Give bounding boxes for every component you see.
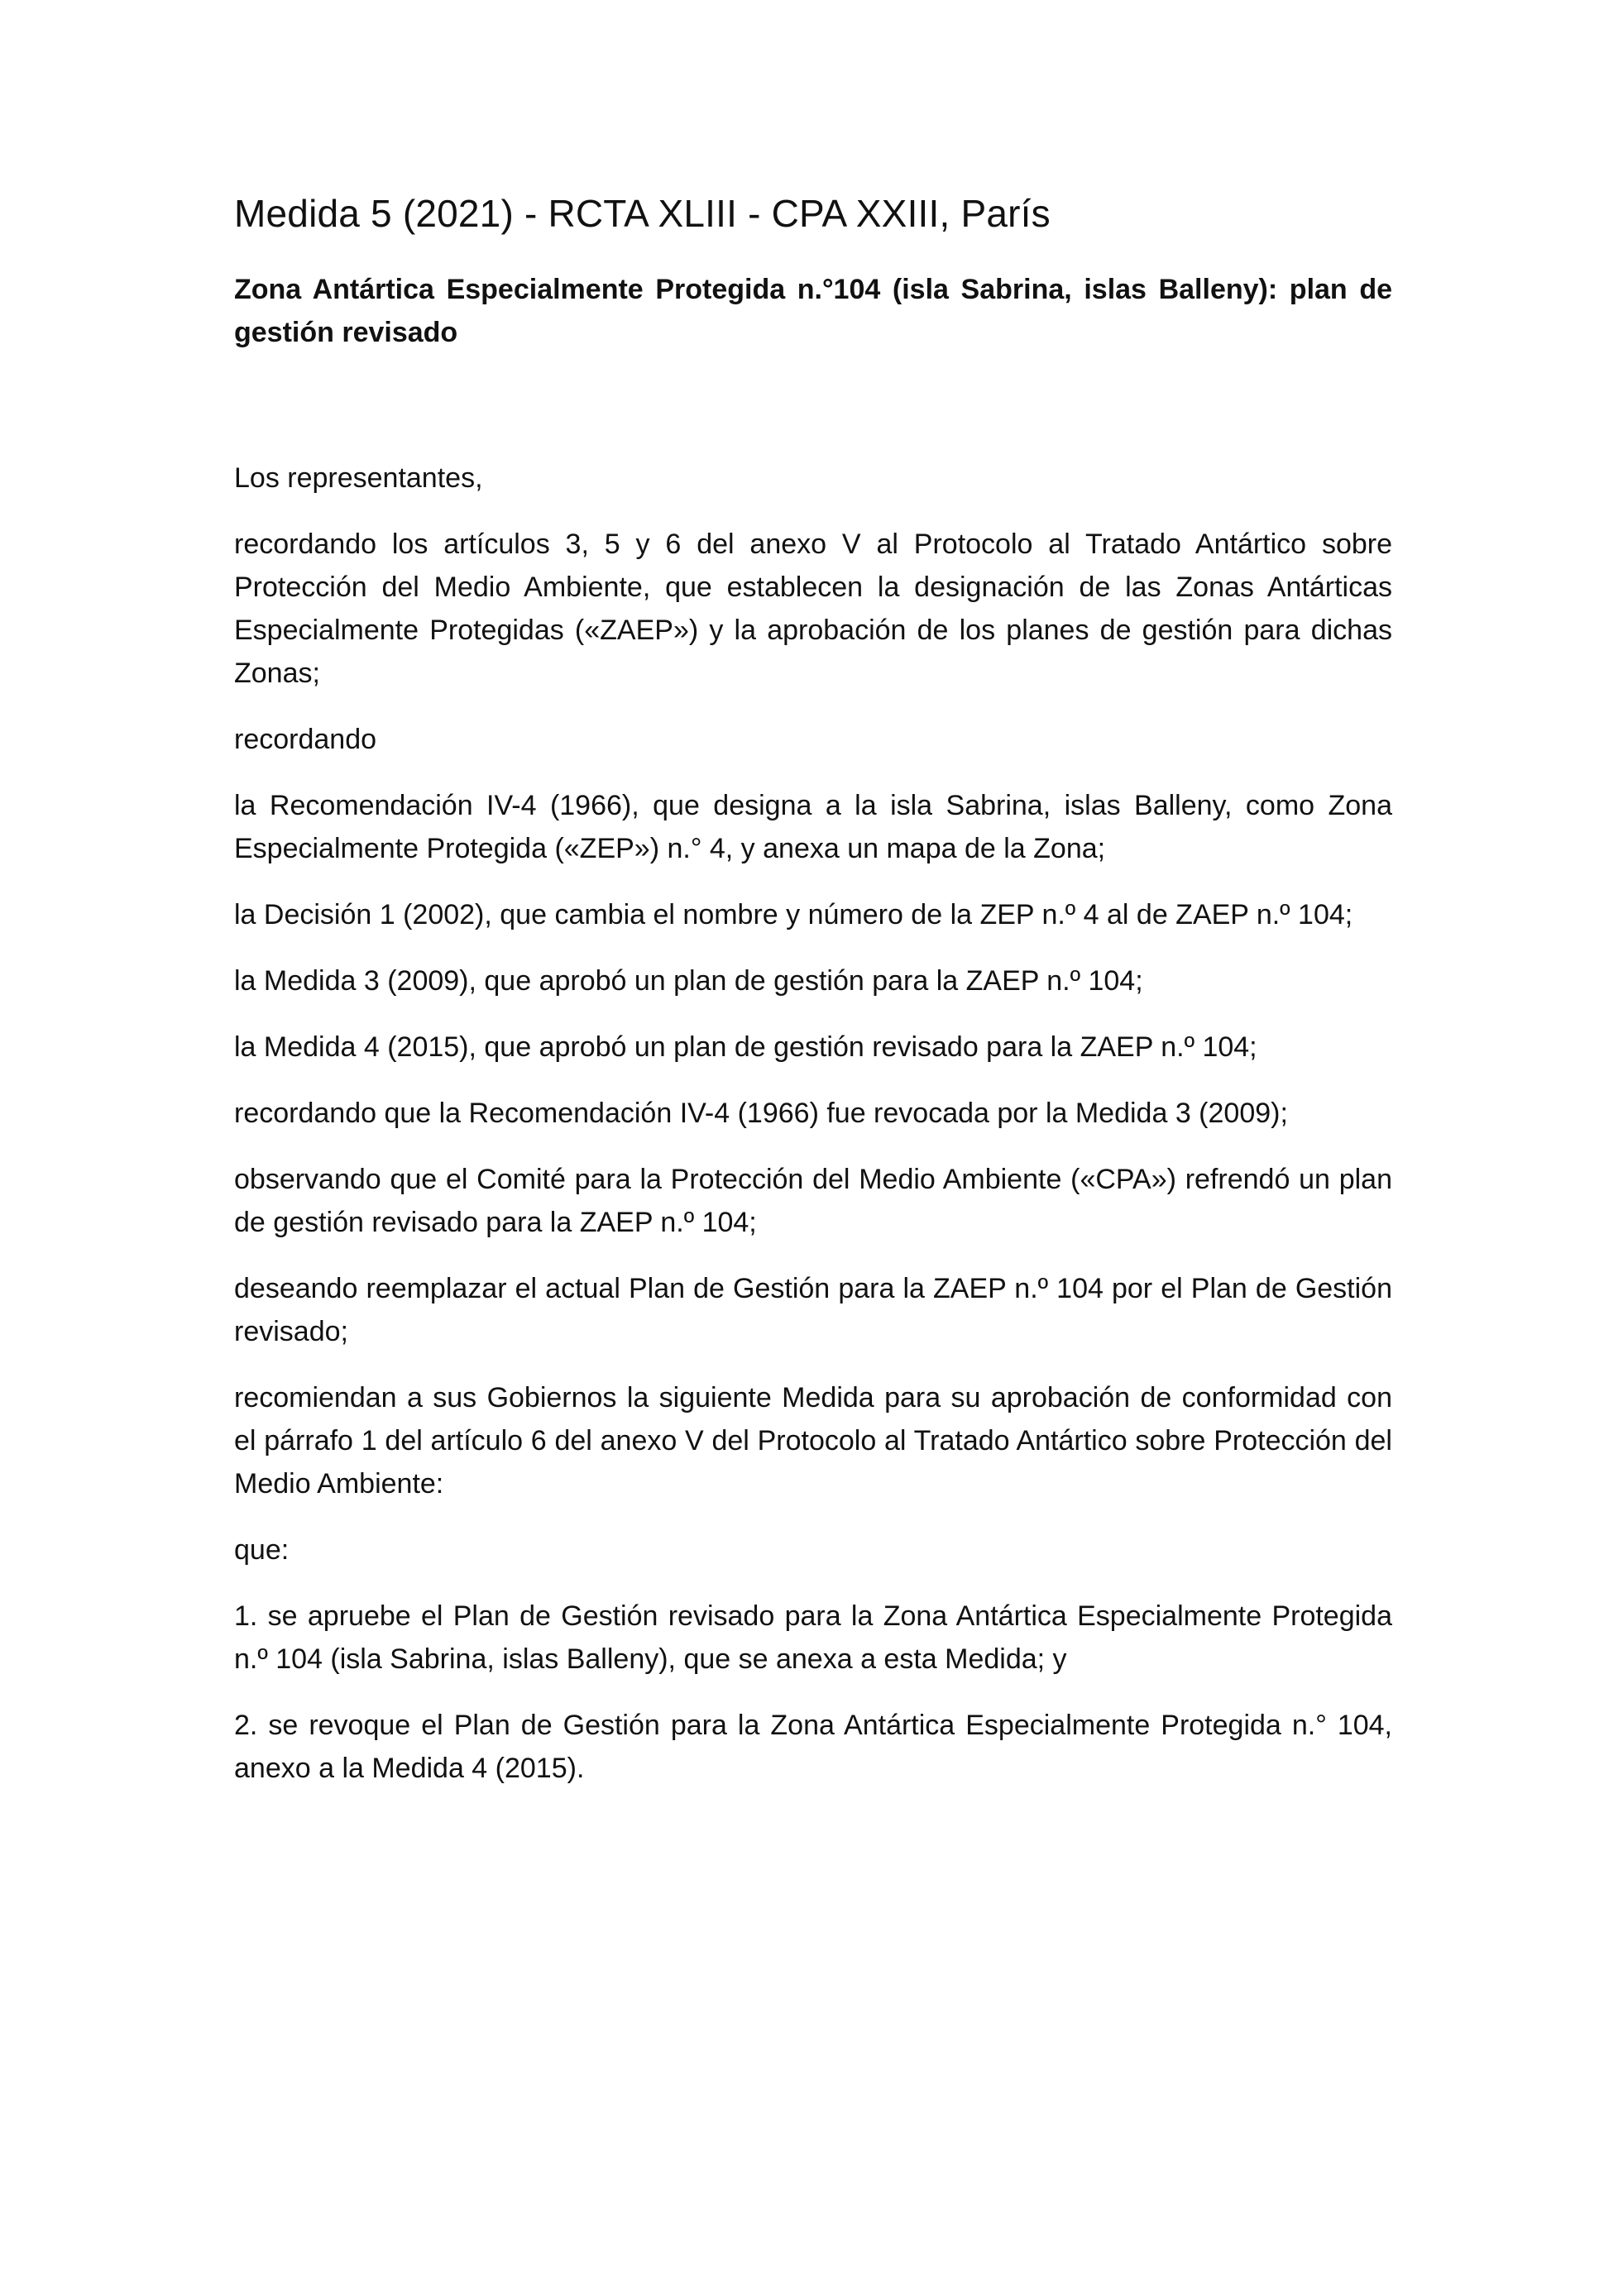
paragraph-recommend: recomiendan a sus Gobiernos la siguiente Medida para su aprobación de conformidad con el párrafo 1 del artículo 6 del anexo V del Protocolo al Tratado Antártico sobre Protección del Medio Ambiente:	[234, 1382, 1392, 1500]
document-title: Medida 5 (2021) - RCTA XLIII - CPA XXIII, París	[234, 192, 1051, 235]
paragraph-decision-1-2002: la Decisión 1 (2002), que cambia el nombre y número de la ZEP n.º 4 al de ZAEP n.º 104;	[234, 899, 1353, 930]
paragraph-recalling-articles: recordando los artículos 3, 5 y 6 del anexo V al Protocolo al Tratado Antártico sobre Protección del Medio Ambiente, que establecen la designación de las Zonas Antárticas Especialmente Protegidas («ZAEP») y la aprobación de los planes de gestión para dichas Zonas;	[234, 529, 1392, 689]
paragraph-preamble: Los representantes,	[234, 462, 483, 494]
paragraph-measure-4-2015: la Medida 4 (2015), que aprobó un plan de gestión revisado para la ZAEP n.º 104;	[234, 1031, 1257, 1063]
operative-item-1: 1. se apruebe el Plan de Gestión revisado para la Zona Antártica Especialmente Protegida n.º 104 (isla Sabrina, islas Balleny), que se anexa a esta Medida; y	[234, 1600, 1392, 1675]
paragraph-cpa-endorsed: observando que el Comité para la Protección del Medio Ambiente («CPA») refrendó un plan de gestión revisado para la ZAEP n.º 104;	[234, 1164, 1392, 1238]
paragraph-measure-3-2009: la Medida 3 (2009), que aprobó un plan de gestión para la ZAEP n.º 104;	[234, 965, 1143, 997]
paragraph-recommendation-iv-4: la Recomendación IV-4 (1966), que designa a la isla Sabrina, islas Balleny, como Zona Especialmente Protegida («ZEP») n.° 4, y anexa un mapa de la Zona;	[234, 790, 1392, 864]
paragraph-wishing-to-replace: deseando reemplazar el actual Plan de Gestión para la ZAEP n.º 104 por el Plan de Gestión revisado;	[234, 1273, 1392, 1347]
paragraph-that: que:	[234, 1534, 290, 1566]
operative-item-2: 2. se revoque el Plan de Gestión para la Zona Antártica Especialmente Protegida n.° 104, anexo a la Medida 4 (2015).	[234, 1710, 1392, 1784]
document-page	[234, 189, 1392, 1813]
document-subtitle: Zona Antártica Especialmente Protegida n.°104 (isla Sabrina, islas Balleny): plan de gestión revisado	[234, 274, 1392, 348]
paragraph-recalling: recordando	[234, 724, 377, 755]
paragraph-revoked-recommendation: recordando que la Recomendación IV-4 (1966) fue revocada por la Medida 3 (2009);	[234, 1098, 1288, 1129]
